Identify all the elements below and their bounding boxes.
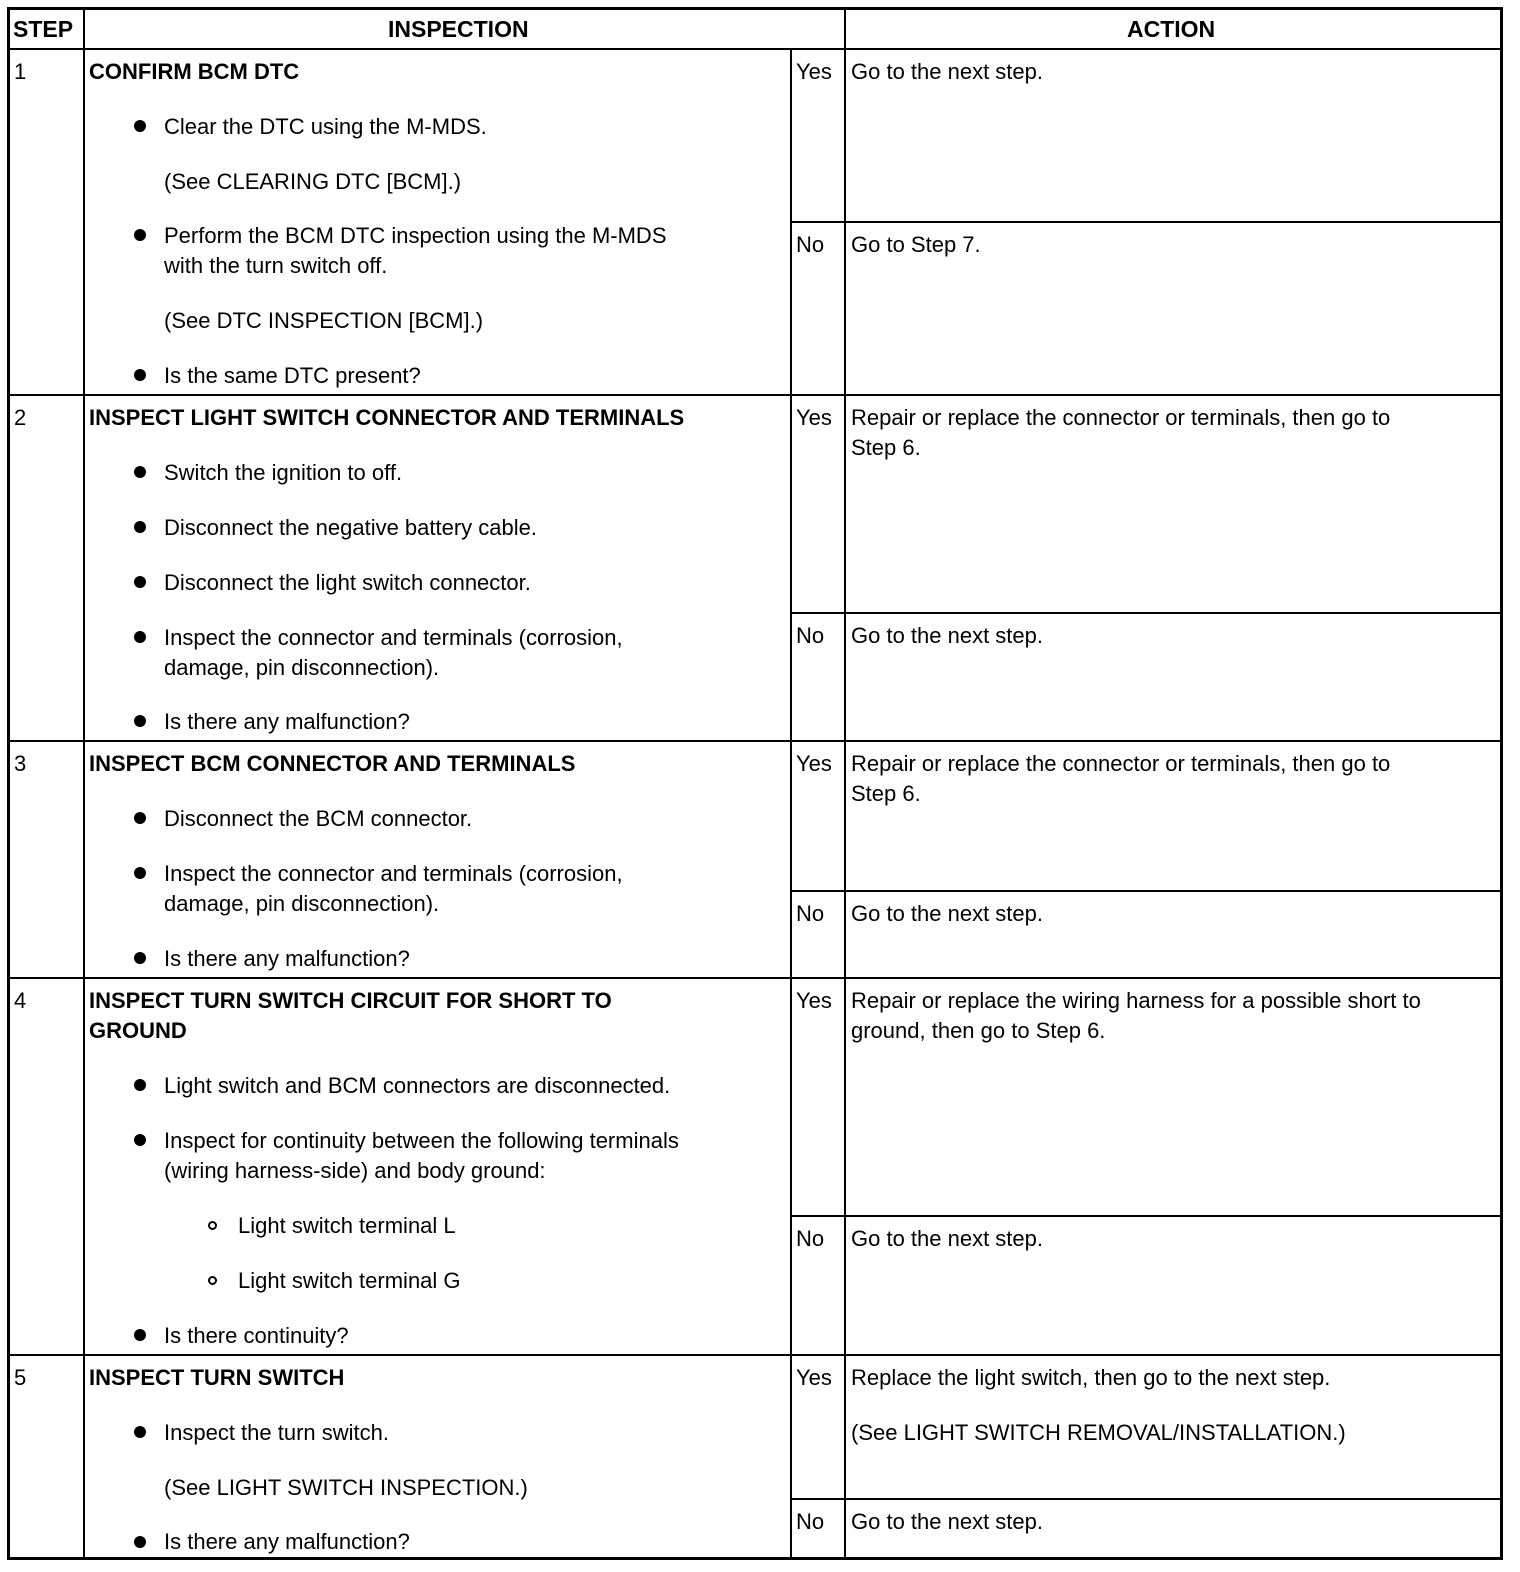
- inspection-item: Disconnect the negative battery cable.: [164, 515, 538, 540]
- row-divider: [10, 740, 1500, 742]
- bullet-icon: [134, 229, 146, 241]
- no-label: No: [796, 623, 825, 648]
- inspection-item: Inspect the connector and terminals (corrosion,: [164, 625, 623, 650]
- inspection-item: Inspect the connector and terminals (corrosion,: [164, 861, 623, 886]
- inspection-question: Is there any malfunction?: [164, 709, 410, 734]
- bullet-icon: [134, 120, 146, 132]
- inspection-item: Disconnect the BCM connector.: [164, 806, 473, 831]
- inspection-question: Is there continuity?: [164, 1323, 349, 1348]
- no-action: Go to Step 7.: [851, 232, 981, 257]
- inspection-item: damage, pin disconnection).: [164, 655, 440, 680]
- yes-action: (See LIGHT SWITCH REMOVAL/INSTALLATION.): [851, 1420, 1346, 1445]
- header-action: ACTION: [1127, 16, 1216, 42]
- inspection-item: Disconnect the light switch connector.: [164, 570, 531, 595]
- bullet-icon: [134, 576, 146, 588]
- header-step: STEP: [13, 16, 74, 42]
- bullet-icon: [134, 631, 146, 643]
- inspection-item: Inspect for continuity between the following terminals: [164, 1128, 679, 1153]
- no-label: No: [796, 901, 825, 926]
- col-divider: [790, 50, 792, 1557]
- inspection-item: Inspect the turn switch.: [164, 1420, 389, 1445]
- step-title: INSPECT TURN SWITCH: [89, 1365, 345, 1390]
- row-divider: [10, 48, 1500, 50]
- step-number: 3: [14, 751, 27, 776]
- bullet-icon: [134, 1329, 146, 1341]
- row-divider: [10, 977, 1500, 979]
- bullet-icon: [134, 952, 146, 964]
- bullet-icon: [134, 867, 146, 879]
- yes-no-divider: [790, 890, 1500, 892]
- step-title: INSPECT BCM CONNECTOR AND TERMINALS: [89, 751, 576, 776]
- inspection-item: Light switch and BCM connectors are disconnected.: [164, 1073, 671, 1098]
- inspection-item: damage, pin disconnection).: [164, 891, 440, 916]
- step-number: 5: [14, 1365, 27, 1390]
- col-divider: [83, 10, 85, 1557]
- bullet-icon: [134, 812, 146, 824]
- yes-action: ground, then go to Step 6.: [851, 1018, 1106, 1043]
- step-title: INSPECT TURN SWITCH CIRCUIT FOR SHORT TO: [89, 988, 612, 1013]
- no-label: No: [796, 1226, 825, 1251]
- inspection-reference: (See DTC INSPECTION [BCM].): [164, 308, 484, 333]
- no-action: Go to the next step.: [851, 1509, 1044, 1534]
- inspection-reference: (See CLEARING DTC [BCM].): [164, 169, 462, 194]
- no-label: No: [796, 232, 825, 257]
- bullet-icon: [134, 1426, 146, 1438]
- step-number: 2: [14, 405, 27, 430]
- yes-action: Go to the next step.: [851, 59, 1044, 84]
- yes-action: Step 6.: [851, 781, 921, 806]
- header-inspection: INSPECTION: [388, 16, 529, 42]
- step-title: INSPECT LIGHT SWITCH CONNECTOR AND TERMINALS: [89, 405, 685, 430]
- bullet-icon: [134, 715, 146, 727]
- step-title: GROUND: [89, 1018, 187, 1043]
- inspection-question: Is there any malfunction?: [164, 1529, 410, 1554]
- yes-action: Replace the light switch, then go to the next step.: [851, 1365, 1331, 1390]
- yes-no-divider: [790, 1215, 1500, 1217]
- inspection-question: Is the same DTC present?: [164, 363, 421, 388]
- yes-action: Repair or replace the connector or terminals, then go to: [851, 405, 1391, 430]
- bullet-icon: [134, 369, 146, 381]
- inspection-subitem: Light switch terminal L: [238, 1213, 456, 1238]
- bullet-icon: [134, 1134, 146, 1146]
- col-divider: [844, 10, 846, 1557]
- yes-no-divider: [790, 1498, 1500, 1500]
- no-label: No: [796, 1509, 825, 1534]
- inspection-item: (wiring harness-side) and body ground:: [164, 1158, 546, 1183]
- yes-label: Yes: [796, 1365, 832, 1390]
- yes-action: Repair or replace the connector or terminals, then go to: [851, 751, 1391, 776]
- bullet-icon: [134, 1536, 146, 1548]
- inspection-item: Perform the BCM DTC inspection using the M-MDS: [164, 223, 667, 248]
- inspection-reference: (See LIGHT SWITCH INSPECTION.): [164, 1475, 528, 1500]
- yes-label: Yes: [796, 751, 832, 776]
- row-divider: [10, 1354, 1500, 1356]
- step-title: CONFIRM BCM DTC: [89, 59, 300, 84]
- inspection-item: Clear the DTC using the M-MDS.: [164, 114, 487, 139]
- no-action: Go to the next step.: [851, 623, 1044, 648]
- yes-no-divider: [790, 221, 1500, 223]
- inspection-question: Is there any malfunction?: [164, 946, 410, 971]
- step-number: 1: [14, 59, 27, 84]
- bullet-icon: [134, 1079, 146, 1091]
- step-number: 4: [14, 988, 27, 1013]
- bullet-icon: [134, 521, 146, 533]
- row-divider: [10, 394, 1500, 396]
- sub-bullet-icon: [208, 1276, 217, 1285]
- bullet-icon: [134, 466, 146, 478]
- no-action: Go to the next step.: [851, 1226, 1044, 1251]
- yes-no-divider: [790, 612, 1500, 614]
- yes-action: Repair or replace the wiring harness for a possible short to: [851, 988, 1421, 1013]
- troubleshooting-table: [7, 7, 1503, 1560]
- yes-label: Yes: [796, 405, 832, 430]
- yes-label: Yes: [796, 59, 832, 84]
- yes-action: Step 6.: [851, 435, 921, 460]
- inspection-item: Switch the ignition to off.: [164, 460, 403, 485]
- inspection-subitem: Light switch terminal G: [238, 1268, 461, 1293]
- inspection-item: with the turn switch off.: [164, 253, 388, 278]
- yes-label: Yes: [796, 988, 832, 1013]
- no-action: Go to the next step.: [851, 901, 1044, 926]
- sub-bullet-icon: [208, 1221, 217, 1230]
